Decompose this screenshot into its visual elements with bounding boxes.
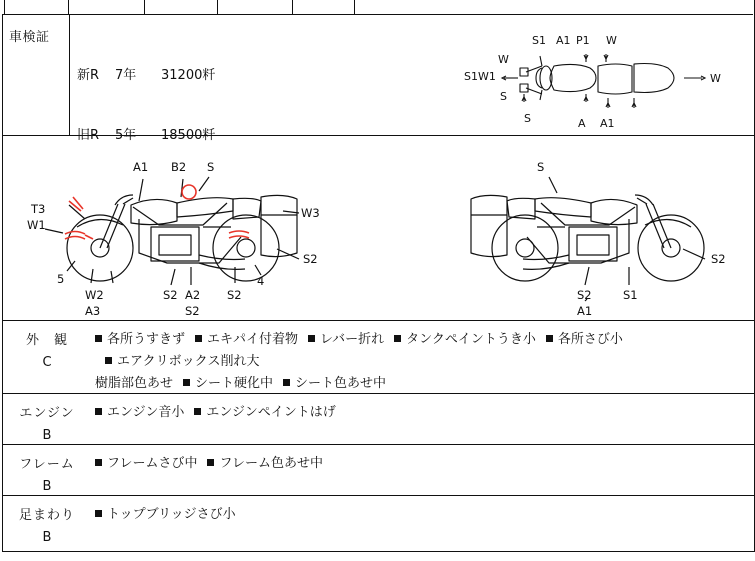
condition-item bbox=[195, 332, 298, 347]
topview-label-a-bottom: A bbox=[578, 117, 586, 130]
condition-item bbox=[183, 376, 273, 391]
inspection-row-new bbox=[77, 66, 215, 86]
inspection-row-new-type: 新R bbox=[77, 68, 100, 83]
leftview-label-w3: W3 bbox=[301, 206, 320, 220]
bullet-square-icon bbox=[546, 335, 553, 342]
table-divider-5 bbox=[354, 0, 355, 14]
condition-category-suspension bbox=[3, 495, 91, 545]
condition-item-label: フレーム色あせ中 bbox=[219, 456, 323, 471]
topview-label-s1w1: S1W1 bbox=[464, 70, 496, 83]
topview-label-p1: P1 bbox=[576, 34, 590, 47]
condition-item-label: シート硬化中 bbox=[195, 376, 274, 391]
condition-item bbox=[95, 376, 173, 391]
table-divider-4 bbox=[292, 0, 293, 14]
condition-item bbox=[95, 507, 236, 522]
bullet-square-icon bbox=[308, 335, 315, 342]
leftview-label-s-top: S bbox=[207, 160, 215, 174]
condition-item-label: エンジンペイントはげ bbox=[206, 405, 336, 420]
bullet-square-icon bbox=[195, 335, 202, 342]
condition-grade: B bbox=[42, 530, 52, 545]
condition-item bbox=[308, 332, 384, 347]
topview-label-s-left: S bbox=[500, 90, 507, 103]
condition-item-label: タンクペイントうき小 bbox=[406, 332, 536, 347]
topview-label-s1: S1 bbox=[532, 34, 546, 47]
condition-item-label: 各所さび小 bbox=[557, 332, 623, 347]
leftview-label-s2-right: S2 bbox=[303, 252, 318, 266]
condition-item-label: フレームさび中 bbox=[107, 456, 198, 471]
motorcycle-left-side-diagram bbox=[3, 135, 378, 320]
condition-category-frame bbox=[3, 444, 91, 494]
inspection-label: 車検証 bbox=[9, 30, 50, 45]
leftview-label-a2: A2 bbox=[185, 288, 201, 302]
condition-item-label: 各所うすきず bbox=[107, 332, 186, 347]
topview-label-w-left: W bbox=[498, 53, 509, 66]
motorcycle-side-views bbox=[2, 135, 755, 321]
motorcycle-right-side-diagram bbox=[433, 135, 753, 320]
condition-item bbox=[95, 456, 197, 471]
bullet-square-icon bbox=[207, 459, 214, 466]
condition-item-label: レバー折れ bbox=[320, 332, 385, 347]
condition-category-label: エンジン bbox=[19, 406, 75, 421]
condition-item-label: エアクリボックス削れ大 bbox=[117, 354, 260, 369]
table-divider-2 bbox=[144, 0, 145, 14]
condition-item bbox=[95, 405, 184, 420]
condition-items-exterior bbox=[95, 329, 748, 395]
rightview-label-a1: A1 bbox=[577, 304, 593, 318]
leftview-label-t3: T3 bbox=[31, 202, 46, 216]
inspection-divider bbox=[69, 14, 70, 135]
inspection-row-old-type: 旧R bbox=[77, 128, 100, 143]
topview-label-a1-bottom: A1 bbox=[600, 117, 615, 130]
inspection-certificate-block bbox=[2, 14, 755, 143]
condition-item-label: トップブリッジさび小 bbox=[107, 507, 236, 522]
condition-items-engine bbox=[95, 402, 748, 424]
condition-item bbox=[207, 456, 322, 471]
inspection-row-old-mileage: 18500粁 bbox=[161, 128, 216, 143]
leftview-label-w2: W2 bbox=[85, 288, 104, 302]
leftview-label-b2: B2 bbox=[171, 160, 187, 174]
bullet-square-icon bbox=[394, 335, 401, 342]
leftview-label-5: 5 bbox=[57, 272, 65, 286]
rightview-label-s2: S2 bbox=[577, 288, 592, 302]
condition-item bbox=[394, 332, 536, 347]
table-border-left bbox=[4, 0, 5, 14]
motorcycle-top-view-diagram bbox=[458, 30, 748, 135]
leftview-label-w1: W1 bbox=[27, 218, 46, 232]
topview-label-w-top: W bbox=[606, 34, 617, 47]
table-top-partial-row bbox=[2, 0, 753, 15]
bullet-square-icon bbox=[95, 408, 102, 415]
condition-row-frame bbox=[2, 444, 755, 496]
table-divider-1 bbox=[68, 0, 69, 14]
topview-label-a1: A1 bbox=[556, 34, 571, 47]
condition-row-engine bbox=[2, 393, 755, 445]
leftview-label-a3: A3 bbox=[85, 304, 101, 318]
table-divider-3 bbox=[217, 0, 218, 14]
condition-category-label: 外 観 bbox=[25, 333, 68, 348]
rightview-label-s2-right: S2 bbox=[711, 252, 726, 266]
bullet-square-icon bbox=[95, 459, 102, 466]
bullet-square-icon bbox=[283, 379, 290, 386]
bullet-square-icon bbox=[183, 379, 190, 386]
condition-row-exterior bbox=[2, 320, 755, 394]
condition-item-label: エキパイ付着物 bbox=[207, 332, 299, 347]
bullet-square-icon bbox=[194, 408, 201, 415]
condition-grade: B bbox=[42, 428, 52, 443]
condition-category-label: フレーム bbox=[19, 457, 75, 472]
leftview-label-s2-b: S2 bbox=[185, 304, 200, 318]
condition-grade: C bbox=[42, 355, 52, 370]
condition-items-frame bbox=[95, 453, 748, 475]
condition-item bbox=[95, 332, 185, 347]
condition-item bbox=[105, 354, 259, 369]
topview-label-s-bottom: S bbox=[524, 112, 531, 125]
condition-items-suspension bbox=[95, 504, 748, 526]
bullet-square-icon bbox=[95, 510, 102, 517]
rightview-label-s-top: S bbox=[537, 160, 545, 174]
inspection-row-old-years: 5年 bbox=[115, 128, 137, 143]
condition-item bbox=[283, 376, 386, 391]
condition-category-exterior bbox=[3, 320, 91, 370]
leftview-label-s2-c: S2 bbox=[227, 288, 242, 302]
leftview-label-a1: A1 bbox=[133, 160, 149, 174]
condition-item bbox=[194, 405, 335, 420]
condition-row-suspension bbox=[2, 495, 755, 552]
bullet-square-icon bbox=[95, 335, 102, 342]
inspection-row-new-years: 7年 bbox=[115, 68, 137, 83]
bullet-square-icon bbox=[105, 357, 112, 364]
topview-label-w-right: W bbox=[710, 72, 721, 85]
inspection-row-new-mileage: 31200粁 bbox=[161, 68, 216, 83]
condition-item-label: エンジン音小 bbox=[107, 405, 185, 420]
leftview-label-s2-a: S2 bbox=[163, 288, 178, 302]
condition-category-label: 足まわり bbox=[18, 508, 75, 523]
condition-grade: B bbox=[42, 479, 52, 494]
condition-item bbox=[546, 332, 623, 347]
leftview-label-4: 4 bbox=[257, 274, 265, 288]
condition-category-engine bbox=[3, 393, 91, 443]
condition-item-label: 樹脂部色あせ bbox=[95, 376, 174, 391]
rightview-label-s1: S1 bbox=[623, 288, 638, 302]
condition-item-label: シート色あせ中 bbox=[295, 376, 387, 391]
